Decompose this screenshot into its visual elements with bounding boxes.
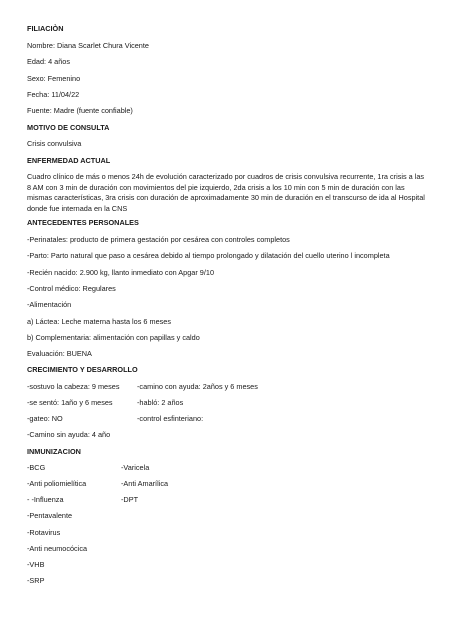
vacuna-rotavirus: -Rotavirus: [27, 528, 61, 537]
crecimiento-heading: CRECIMIENTO Y DESARROLLO: [27, 365, 138, 374]
crecimiento-sento: -se sentó: 1año y 6 meses: [27, 398, 113, 407]
vacuna-bcg: -BCG: [27, 463, 46, 472]
filiacion-sexo: Sexo: Femenino: [27, 74, 81, 83]
vacuna-varicela: -Varicela: [121, 463, 150, 472]
antecedentes-alimentacion: -Alimentación: [27, 300, 72, 309]
antecedentes-recien-nacido: -Recién nacido: 2.900 kg, llanto inmediato con Apgar 9/10: [27, 268, 215, 277]
filiacion-nombre: Nombre: Diana Scarlet Chura Vicente: [27, 41, 149, 50]
crecimiento-camino-sin: -Camino sin ayuda: 4 año: [27, 430, 111, 439]
inmunizacion-heading: INMUNIZACION: [27, 447, 81, 456]
vacuna-amarilica: -Anti Amarílica: [121, 479, 169, 488]
antecedentes-complementaria: b) Complementaria: alimentación con papillas y caldo: [27, 333, 200, 342]
enfermedad-text: Cuadro clínico de más o menos 24h de evolución caracterizado por cuadros de crisis convulsiva recurrente, 1ra crisis a las 8 AM con 3 min de duración con movimientos del pie izquierdo, 2da crisis a los 10 min con 5 min de duración con las mismas características, 3ra crisis con duración de aproximadamente 30 min de duración en el transcurso de ida al Hospital donde fue internada en la CNS: [27, 172, 425, 213]
vacuna-neumococica: -Anti neumocócica: [27, 544, 88, 553]
filiacion-fuente: Fuente: Madre (fuente confiable): [27, 106, 133, 115]
motivo-text: Crisis convulsiva: [27, 139, 82, 148]
vacuna-influenza: - -Influenza: [27, 495, 64, 504]
vacuna-srp: -SRP: [27, 576, 45, 585]
vacuna-pentavalente: -Pentavalente: [27, 511, 73, 520]
crecimiento-camino-ayuda: -camino con ayuda: 2años y 6 meses: [137, 382, 258, 391]
vacuna-dpt: -DPT: [121, 495, 139, 504]
crecimiento-control-esf: -control esfinteriano:: [137, 414, 204, 423]
antecedentes-evaluacion: Evaluación: BUENA: [27, 349, 92, 358]
vacuna-polio: -Anti poliomielítica: [27, 479, 87, 488]
antecedentes-lactea: a) Láctea: Leche materna hasta los 6 meses: [27, 317, 171, 326]
filiacion-edad: Edad: 4 años: [27, 57, 71, 66]
antecedentes-perinatales: -Perinatales: producto de primera gestación por cesárea con controles completos: [27, 235, 290, 244]
motivo-heading: MOTIVO DE CONSULTA: [27, 123, 110, 132]
crecimiento-sostuvo: -sostuvo la cabeza: 9 meses: [27, 382, 120, 391]
crecimiento-hablo: -habló: 2 años: [137, 398, 184, 407]
antecedentes-heading: ANTECEDENTES PERSONALES: [27, 218, 139, 227]
filiacion-fecha: Fecha: 11/04/22: [27, 90, 80, 99]
vacuna-vhb: -VHB: [27, 560, 45, 569]
antecedentes-control: -Control médico: Regulares: [27, 284, 116, 293]
antecedentes-parto: -Parto: Parto natural que paso a cesárea debido al tiempo prolongado y dilatación del cuello uterino l incompleta: [27, 251, 390, 260]
crecimiento-gateo: -gateo: NO: [27, 414, 63, 423]
filiacion-heading: FILIACIÒN: [27, 24, 64, 33]
enfermedad-heading: ENFERMEDAD ACTUAL: [27, 156, 111, 165]
